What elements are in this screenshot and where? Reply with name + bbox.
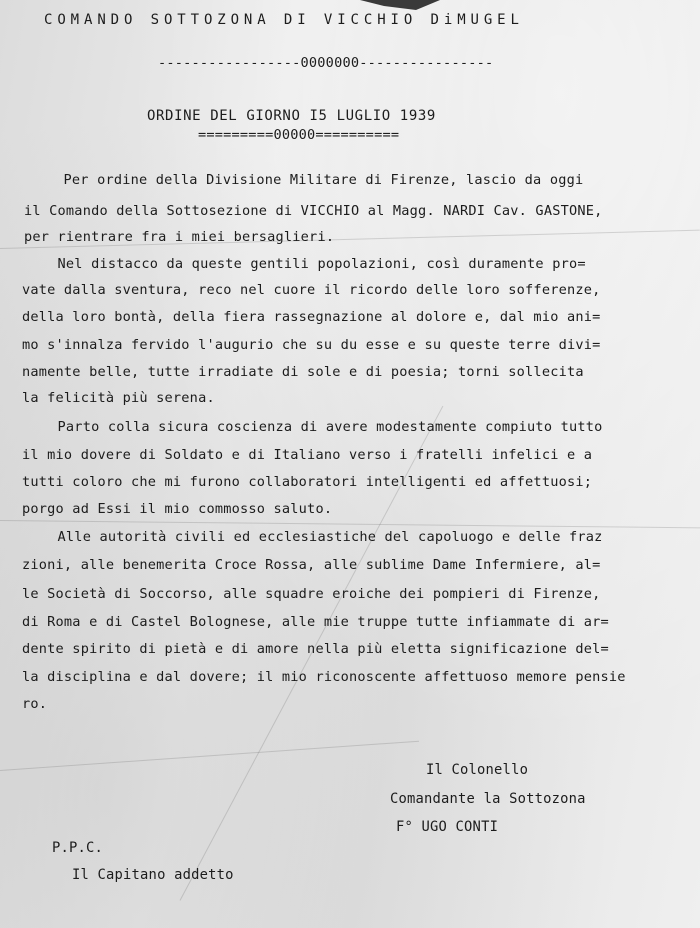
body-line: di Roma e di Castel Bolognese, alle mie truppe tutte infiammate di ar= (22, 614, 609, 630)
body-line: ro. (22, 696, 48, 712)
body-line: Per ordine della Divisione Militare di Firenze, lascio da oggi (30, 172, 584, 188)
signature-role: Comandante la Sottozona (390, 791, 586, 807)
body-line: Nel distacco da queste gentili popolazioni, così duramente pro= (24, 256, 586, 272)
body-line: le Società di Soccorso, alle squadre eroiche dei pompieri di Firenze, (22, 586, 601, 602)
command-header: COMANDO SOTTOZONA DI VICCHIO DiMUGEL (44, 12, 524, 28)
paper-tear (360, 0, 440, 10)
body-line: Parto colla sicura coscienza di avere modestamente compiuto tutto (24, 419, 603, 435)
footer-captain: Il Capitano addetto (72, 867, 234, 883)
paper-crease (0, 741, 419, 771)
body-line: vate dalla sventura, reco nel cuore il ricordo delle loro sofferenze, (22, 282, 601, 298)
body-line: il Comando della Sottosezione di VICCHIO al Magg. NARDI Cav. GASTONE, (24, 203, 603, 219)
body-line: tutti coloro che mi furono collaboratori intelligenti ed affettuosi; (22, 474, 593, 490)
body-line: zioni, alle benemerita Croce Rossa, alle sublime Dame Infermiere, al= (22, 557, 601, 573)
body-line: mo s'innalza fervido l'augurio che su du esse e su queste terre divi= (22, 337, 601, 353)
body-line: il mio dovere di Soldato e di Italiano verso i fratelli infelici e a (22, 447, 593, 463)
header-divider: -----------------0000000---------------- (158, 55, 494, 71)
body-line: per rientrare fra i miei bersaglieri. (24, 229, 335, 245)
footer-ppc: P.P.C. (52, 840, 104, 856)
body-line: namente belle, tutte irradiate di sole e di poesia; torni sollecita (22, 364, 584, 380)
body-line: porgo ad Essi il mio commosso saluto. (22, 501, 333, 517)
body-line: Alle autorità civili ed ecclesiastiche del capoluogo e delle fraz (24, 529, 603, 545)
order-title: ORDINE DEL GIORNO I5 LUGLIO 1939 (147, 108, 436, 124)
body-line: della loro bontà, della fiera rassegnazione al dolore e, dal mio ani= (22, 309, 601, 325)
body-line: la disciplina e dal dovere; il mio riconoscente affettuoso memore pensie (22, 669, 626, 685)
title-underline: =========00000========== (198, 127, 400, 143)
signature-name: F° UGO CONTI (396, 819, 499, 835)
signature-rank: Il Colonello (426, 762, 529, 778)
body-line: dente spirito di pietà e di amore nella più eletta significazione del= (22, 641, 609, 657)
paper-crease (0, 520, 700, 528)
body-line: la felicità più serena. (22, 390, 215, 406)
